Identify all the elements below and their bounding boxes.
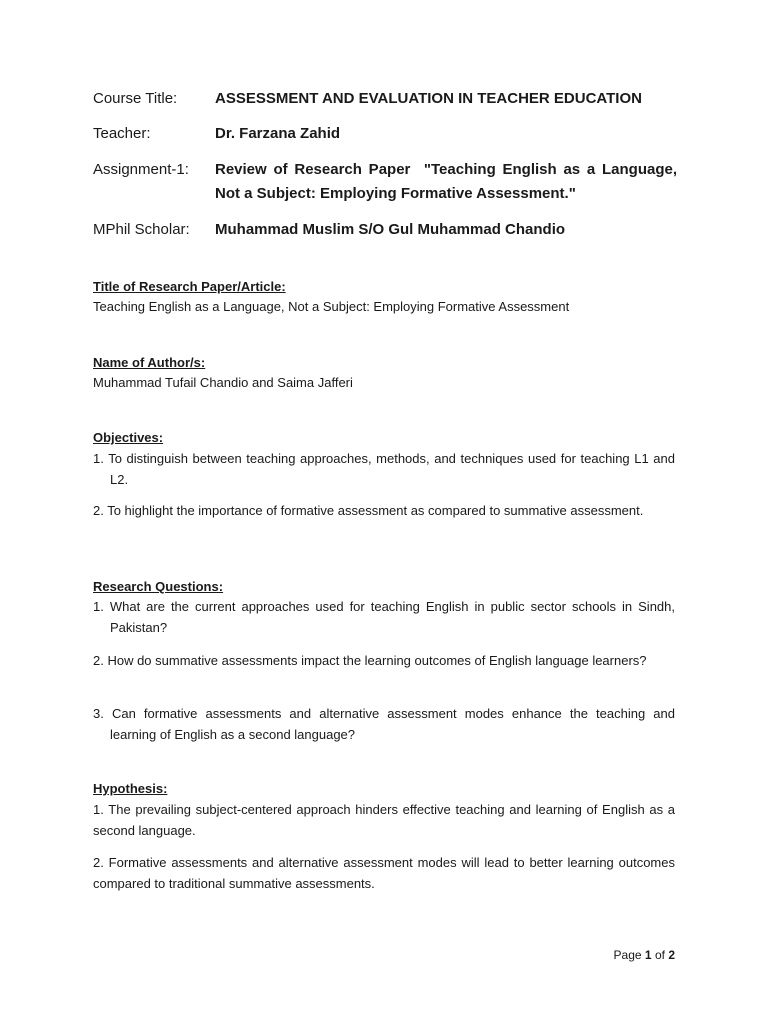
list-item: [93, 853, 675, 894]
course-title-label: Course Title:: [93, 90, 178, 107]
objectives-heading: Objectives:: [93, 430, 164, 445]
research-question-2: 2. How do summative assessments impact the learning outcomes of English language learners?: [93, 653, 647, 668]
list-item: [93, 651, 675, 672]
list-item: [93, 597, 675, 638]
teacher-value: Dr. Farzana Zahid: [215, 125, 341, 142]
scholar-label: MPhil Scholar:: [93, 221, 190, 238]
list-item: [93, 501, 675, 522]
authors-text: Muhammad Tufail Chandio and Saima Jafferi: [93, 375, 353, 390]
objective-2: 2. To highlight the importance of formative assessment as compared to summative assessment.: [93, 503, 644, 518]
page-number: [614, 946, 675, 964]
list-item: [93, 800, 675, 841]
paper-title-heading: Title of Research Paper/Article:: [93, 279, 286, 294]
page-word: Page: [613, 948, 642, 962]
teacher-label: Teacher:: [93, 125, 151, 142]
research-question-1: 1. What are the current approaches used for teaching English in public sector schools in Sindh, Pakistan?: [93, 599, 675, 635]
research-questions-heading: Research Questions:: [93, 579, 224, 594]
hypothesis-1: 1. The prevailing subject-centered approach hinders effective teaching and learning of English as a second language.: [93, 802, 675, 838]
paper-title-text: Teaching English as a Language, Not a Subject: Employing Formative Assessment: [93, 299, 570, 314]
research-question-3: 3. Can formative assessments and alternative assessment modes enhance the teaching and learning of English as a second language?: [93, 706, 675, 742]
objective-1: 1. To distinguish between teaching approaches, methods, and techniques used for teaching L1 and L2.: [93, 451, 675, 487]
list-item: [93, 449, 675, 490]
list-item: [93, 704, 675, 745]
course-title-value: ASSESSMENT AND EVALUATION IN TEACHER EDUCATION: [215, 90, 642, 107]
authors-heading: Name of Author/s:: [93, 355, 206, 370]
total-pages: 2: [668, 948, 675, 962]
hypothesis-2: 2. Formative assessments and alternative assessment modes will lead to better learning outcomes compared to traditional summative assessments.: [93, 855, 675, 891]
of-word: of: [654, 948, 665, 962]
assignment-value: Review of Research Paper "Teaching English as a Language, Not a Subject: Employing Formative Assessment.": [215, 161, 682, 202]
current-page: 1: [644, 948, 652, 962]
scholar-value: Muhammad Muslim S/O Gul Muhammad Chandio: [215, 221, 566, 238]
hypothesis-heading: Hypothesis:: [93, 781, 168, 796]
assignment-label: Assignment-1:: [93, 161, 189, 178]
